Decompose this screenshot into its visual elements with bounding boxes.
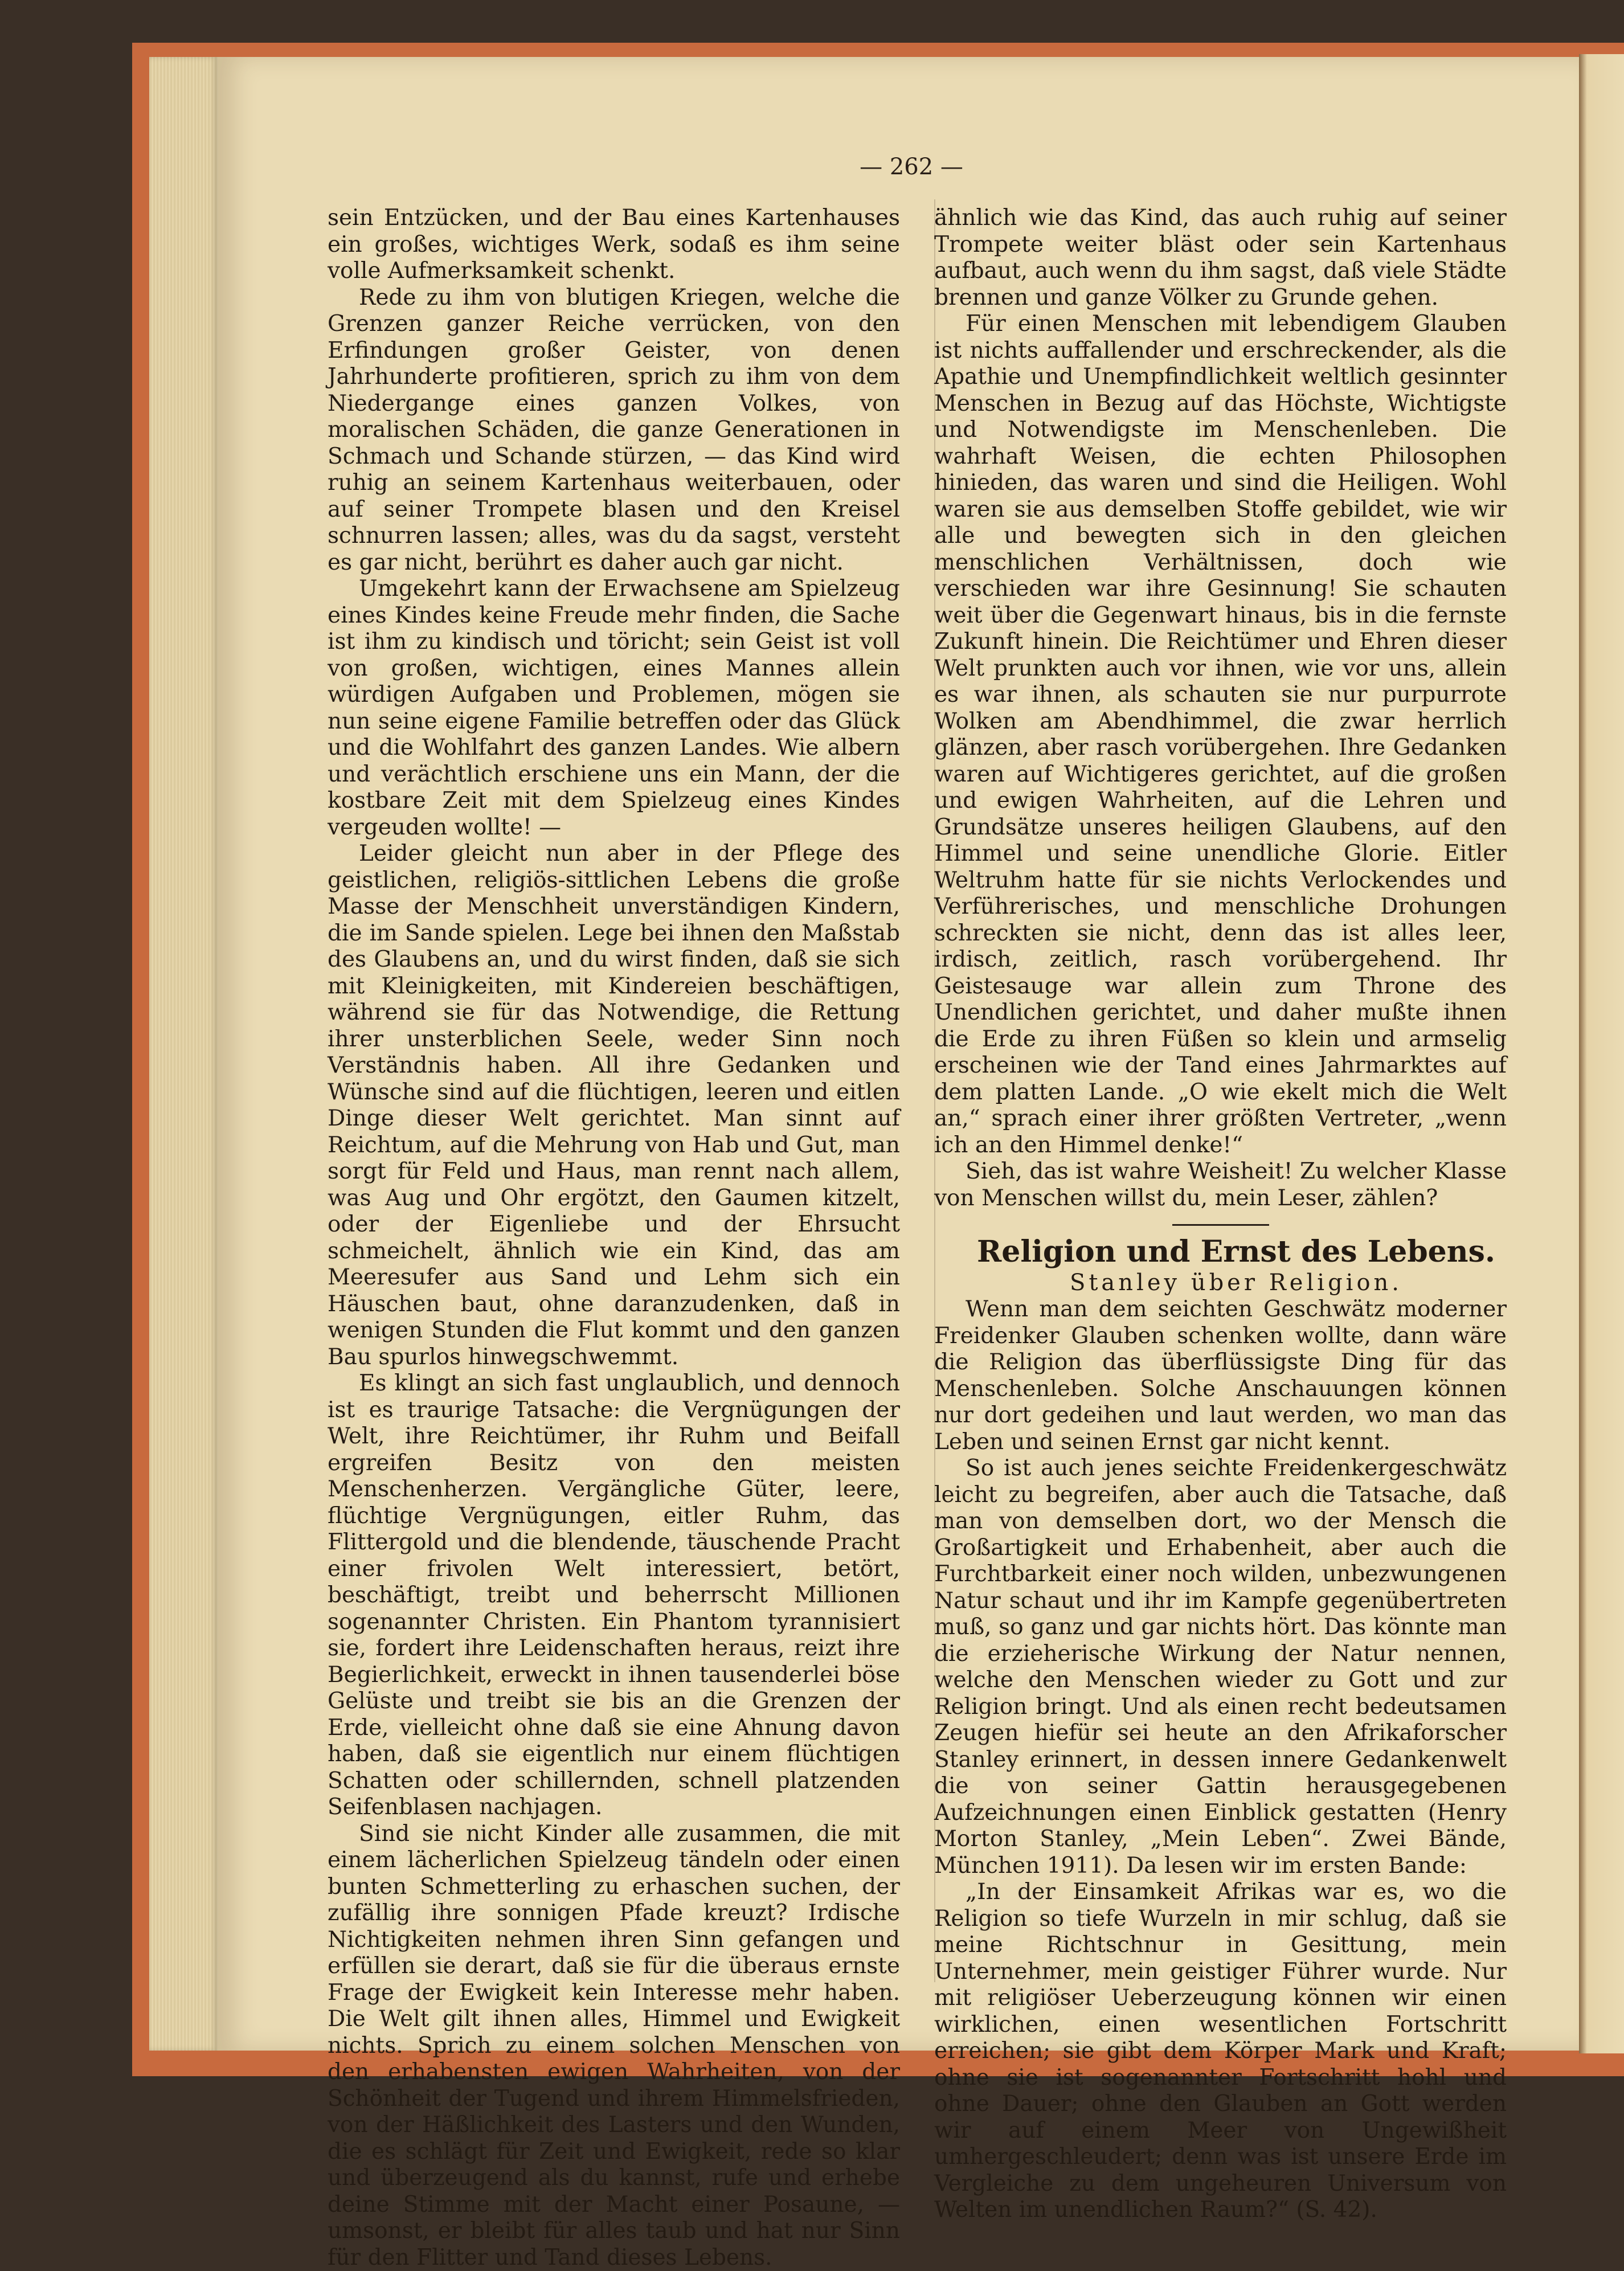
paragraph: So ist auch jenes seichte Freidenkergeschwätz leicht zu begreifen, aber auch die Tatsache, daß man von demselben dort, wo der Mensch die Großartigkeit und Erhabenheit, aber auch die Furchtbarkeit einer noch wilden, unbezwungenen Natur schaut und ihr im Kampfe gegenübertreten muß, so ganz und gar nichts hört. Das könnte man die erzieherische Wirkung der Natur nennen, welche den Menschen wieder zu Gott und zur Religion bringt. Und als einen recht bedeutsamen Zeugen hiefür sei heute an den Afrikaforscher Stanley erinnert, in dessen innere Gedankenwelt die von seiner Gattin herausgegebenen Aufzeichnungen einen Einblick gestatten (Henry Morton Stanley, „Mein Leben“. Zwei Bände, München 1911). Da lesen wir im ersten Bande: xyxy=(934,1455,1507,1879)
section-divider xyxy=(1172,1224,1269,1226)
paragraph: Wenn man dem seichten Geschwätz moderner Freidenker Glauben schenken wollte, dann wäre die Religion das überflüssigste Ding für das Menschenleben. Solche Anschauungen können nur dort gedeihen und laut werden, wo man das Leben und seinen Ernst gar nicht kennt. xyxy=(934,1296,1507,1455)
paragraph: sein Entzücken, und der Bau eines Kartenhauses ein großes, wichtiges Werk, sodaß es ihm seine volle Aufmerksamkeit schenkt. xyxy=(328,205,900,285)
paragraph: Leider gleicht nun aber in der Pflege des geistlichen, religiös-sittlichen Lebens die große Masse der Menschheit unverständigen Kindern, die im Sande spielen. Lege bei ihnen den Maßstab des Glaubens an, und du wirst finden, daß sie sich mit Kleinigkeiten, mit Kindereien beschäftigen, während sie für das Notwendige, die Rettung ihrer unsterblichen Seele, weder Sinn noch Verständnis haben. All ihre Gedanken und Wünsche sind auf die flüchtigen, leeren und eitlen Dinge dieser Welt gerichtet. Man sinnt auf Reichtum, auf die Mehrung von Hab und Gut, man sorgt für Feld und Haus, man rennt nach allem, was Aug und Ohr ergötzt, den Gaumen kitzelt, oder der Eigenliebe und der Ehrsucht schmeichelt, ähnlich wie ein Kind, das am Meeresufer aus Sand und Lehm sich ein Häuschen baut, ohne daranzudenken, daß in wenigen Stunden die Flut kommt und den ganzen Bau spurlos hinwegschwemmt. xyxy=(328,841,900,1370)
paragraph: „In der Einsamkeit Afrikas war es, wo die Religion so tiefe Wurzeln in mir schlug, daß sie meine Richtschnur in Gesittung, mein Unternehmer, mein geistiger Führer wurde. Nur mit religiöser Ueberzeugung können wir einen wirklichen, einen wesentlichen Fortschritt erreichen; sie gibt dem Körper Mark und Kraft; ohne sie ist sogenannter Fortschritt hohl und ohne Dauer; ohne den Glauben an Gott werden wir auf einem Meer von Ungewißheit umhergeschleudert; denn was ist unsere Erde im Vergleiche zu dem ungeheuren Universum von Welten im unendlichen Raum?“ (S. 42). xyxy=(934,1879,1507,2224)
section-title: Religion und Ernst des Lebens. xyxy=(934,1235,1507,1269)
next-page-edge xyxy=(1579,54,1624,2053)
section-subtitle: Stanley über Religion. xyxy=(934,1269,1507,1296)
paragraph: Für einen Menschen mit lebendigem Glauben ist nichts auffallender und erschreckender, als die Apathie und Unempfindlichkeit weltlich gesinnter Menschen in Bezug auf das Höchste, Wichtigste und Notwendigste im Menschenleben. Die wahrhaft Weisen, die echten Philosophen hinieden, das waren und sind die Heiligen. Wohl waren sie aus demselben Stoffe gebildet, wie wir alle und bewegten sich in den gleichen menschlichen Verhältnissen, doch wie verschieden war ihre Gesinnung! Sie schauten weit über die Gegenwart hinaus, bis in die fernste Zukunft hinein. Die Reichtümer und Ehren dieser Welt prunkten auch vor ihnen, wie vor uns, allein es war ihnen, als schauten sie nur purpurrote Wolken am Abendhimmel, die zwar herrlich glänzen, aber rasch vorübergehen. Ihre Gedanken waren auf Wichtigeres gerichtet, auf die großen und ewigen Wahrheiten, auf die Lehren und Grundsätze unseres heiligen Glaubens, auf den Himmel und seine unendliche Glorie. Eitler Weltruhm hatte für sie nichts Verlockendes und Verführerisches, und menschliche Drohungen schreckten sie nicht, denn das ist alles leer, irdisch, zeitlich, rasch vorübergehend. Ihr Geistesauge war allein zum Throne des Unendlichen gerichtet, und daher mußte ihnen die Erde zu ihren Füßen so klein und armselig erscheinen wie der Tand eines Jahrmarktes auf dem platten Lande. „O wie ekelt mich die Welt an,“ sprach einer ihrer größten Vertreter, „wenn ich an den Himmel denke!“ xyxy=(934,311,1507,1159)
paragraph: Sieh, das ist wahre Weisheit! Zu welcher Klasse von Menschen willst du, mein Leser, zählen? xyxy=(934,1159,1507,1212)
paragraph: Umgekehrt kann der Erwachsene am Spielzeug eines Kindes keine Freude mehr finden, die Sache ist ihm zu kindisch und töricht; sein Geist ist voll von großen, wichtigen, eines Mannes allein würdigen Aufgaben und Problemen, mögen sie nun seine eigene Familie betreffen oder das Glück und die Wohlfahrt des ganzen Landes. Wie albern und verächtlich erschiene uns ein Mann, der die kostbare Zeit mit dem Spielzeug eines Kindes vergeuden wollte! — xyxy=(328,576,900,841)
paragraph: Sind sie nicht Kinder alle zusammen, die mit einem lächerlichen Spielzeug tändeln oder einen bunten Schmetterling zu erhaschen suchen, der zufällig ihre sonnigen Pfade kreuzt? Irdische Nichtigkeiten nehmen ihren Sinn gefangen und erfüllen sie derart, daß sie für die überaus ernste Frage der Ewigkeit kein Interesse mehr haben. Die Welt gilt ihnen alles, Himmel und Ewigkeit nichts. Sprich zu einem solchen Menschen von den erhabensten ewigen Wahrheiten, von der Schönheit der Tugend und ihrem Himmelsfrieden, von der Häßlichkeit des Lasters und den Wunden, die es schlägt für Zeit und Ewigkeit, rede so klar und überzeugend als du kannst, rufe und erhebe deine Stimme mit der Macht einer Posaune, — umsonst, er bleibt für alles taub und hat nur Sinn für den Flitter und Tand dieses Lebens. xyxy=(328,1821,900,2271)
page-edges xyxy=(149,57,218,2051)
right-column xyxy=(934,205,1507,2224)
page-number: — 262 — xyxy=(826,154,997,180)
paragraph: Es klingt an sich fast unglaublich, und dennoch ist es traurige Tatsache: die Vergnügungen der Welt, ihre Reichtümer, ihr Ruhm und Beifall ergreifen Besitz von den meisten Menschenherzen. Vergängliche Güter, leere, flüchtige Vergnügungen, eitler Ruhm, das Flittergold und die blendende, täuschende Pracht einer frivolen Welt interessiert, betört, beschäftigt, treibt und beherrscht Millionen sogenannter Christen. Ein Phantom tyrannisiert sie, fordert ihre Leidenschaften heraus, reizt ihre Begierlichkeit, erweckt in ihnen tausenderlei böse Gelüste und treibt sie bis an die Grenzen der Erde, vielleicht ohne daß sie eine Ahnung davon haben, daß sie eigentlich nur einem flüchtigen Schatten oder schillernden, schnell platzenden Seifenblasen nachjagen. xyxy=(328,1370,900,1821)
paragraph: ähnlich wie das Kind, das auch ruhig auf seiner Trompete weiter bläst oder sein Kartenhaus aufbaut, auch wenn du ihm sagst, daß viele Städte brennen und ganze Völker zu Grunde gehen. xyxy=(934,205,1507,311)
left-column xyxy=(328,205,900,2271)
paragraph: Rede zu ihm von blutigen Kriegen, welche die Grenzen ganzer Reiche verrücken, von den Erfindungen großer Geister, von denen Jahrhunderte profitieren, sprich zu ihm von dem Niedergange eines ganzen Volkes, von moralischen Schäden, die ganze Generationen in Schmach und Schande stürzen, — das Kind wird ruhig an seinem Kartenhaus weiterbauen, oder auf seiner Trompete blasen und den Kreisel schnurren lassen; alles, was du da sagst, versteht es gar nicht, berührt es daher auch gar nicht. xyxy=(328,285,900,576)
